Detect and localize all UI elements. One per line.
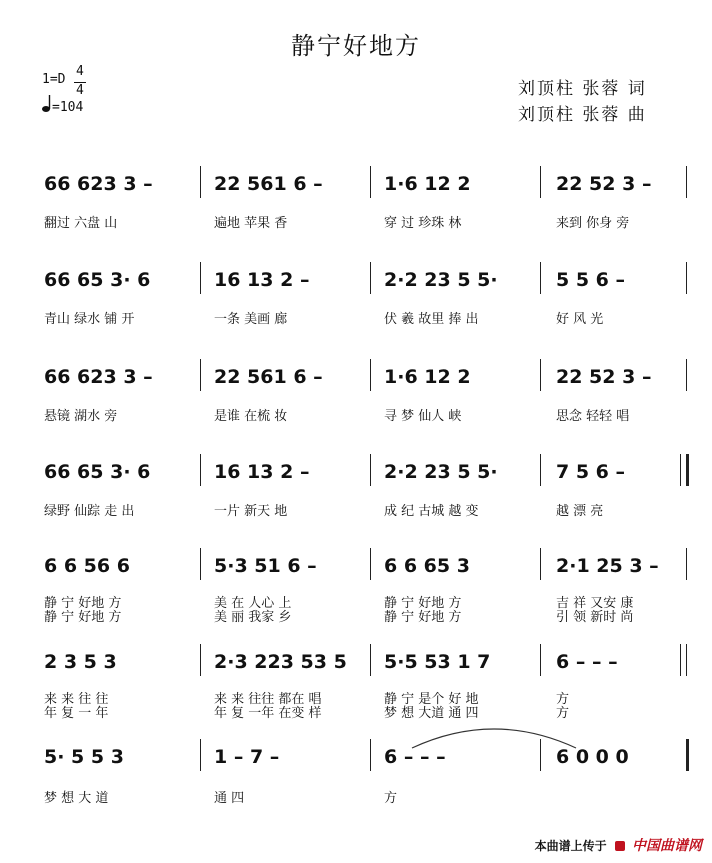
barline — [370, 548, 371, 580]
lyric-3-1: 悬镜 湖水 旁 — [44, 409, 118, 424]
lyric-verse2-6-4: 方 — [556, 706, 570, 721]
measure-4-3: 2·2 23 5 5· — [384, 461, 498, 483]
measure-1-3: 1·6 12 2 — [384, 173, 471, 195]
lyricist-credit: 刘顶柱 张蓉 词 — [518, 79, 647, 99]
footer-text: 本曲谱上传于 — [534, 839, 607, 853]
barline — [686, 739, 689, 771]
barline — [686, 166, 687, 198]
lyric-5-1: 静 宁 好地 方 — [44, 596, 122, 611]
repeat-barline — [680, 454, 681, 486]
time-signature-bottom: 4 — [76, 83, 84, 98]
barline — [200, 644, 201, 676]
site-logo-icon — [615, 841, 625, 851]
lyric-6-2: 来 来 往往 都在 唱 — [214, 692, 322, 707]
barline — [540, 644, 541, 676]
barline — [370, 359, 371, 391]
barline — [686, 548, 687, 580]
lyric-6-4: 方 — [556, 692, 570, 707]
lyric-verse2-5-4: 引 领 新时 尚 — [556, 610, 634, 625]
lyric-1-4: 来到 你身 旁 — [556, 216, 630, 231]
lyric-4-3: 成 纪 古城 越 变 — [384, 504, 479, 519]
lyric-verse2-5-3: 静 宁 好地 方 — [384, 610, 462, 625]
barline — [200, 548, 201, 580]
measure-3-1: 66 623 3 – — [44, 366, 153, 388]
lyric-6-3: 静 宁 是个 好 地 — [384, 692, 479, 707]
barline — [370, 262, 371, 294]
barline — [540, 454, 541, 486]
barline — [200, 359, 201, 391]
lyric-5-4: 吉 祥 又安 康 — [556, 596, 634, 611]
lyric-2-3: 伏 羲 故里 捧 出 — [384, 312, 479, 327]
barline — [686, 359, 687, 391]
lyric-3-4: 思念 轻轻 唱 — [556, 409, 630, 424]
measure-5-1: 6 6 56 6 — [44, 555, 130, 577]
measure-4-4: 7 5 6 – — [556, 461, 626, 483]
lyric-1-3: 穿 过 珍珠 林 — [384, 216, 462, 231]
measure-6-1: 2 3 5 3 — [44, 651, 117, 673]
measure-3-4: 22 52 3 – — [556, 366, 652, 388]
barline — [200, 454, 201, 486]
composer-credit: 刘顶柱 张蓉 曲 — [518, 105, 647, 125]
measure-5-4: 2·1 25 3 – — [556, 555, 659, 577]
barline — [370, 739, 371, 771]
barline — [200, 166, 201, 198]
measure-7-1: 5· 5 5 3 — [44, 746, 124, 768]
measure-3-2: 22 561 6 – — [214, 366, 323, 388]
measure-1-1: 66 623 3 – — [44, 173, 153, 195]
repeat-barline — [680, 644, 681, 676]
lyric-2-1: 青山 绿水 铺 开 — [44, 312, 135, 327]
barline — [540, 166, 541, 198]
lyric-4-2: 一片 新天 地 — [214, 504, 288, 519]
measure-4-2: 16 13 2 – — [214, 461, 310, 483]
lyric-1-2: 遍地 苹果 香 — [214, 216, 288, 231]
lyric-7-1: 梦 想 大 道 — [44, 791, 109, 806]
measure-3-3: 1·6 12 2 — [384, 366, 471, 388]
measure-7-2: 1 – 7 – — [214, 746, 280, 768]
lyric-1-1: 翻过 六盘 山 — [44, 216, 118, 231]
song-title: 静宁好地方 — [291, 32, 421, 60]
lyric-3-2: 是谁 在梳 妆 — [214, 409, 288, 424]
barline — [540, 262, 541, 294]
measure-2-3: 2·2 23 5 5· — [384, 269, 498, 291]
lyric-4-4: 越 漂 亮 — [556, 504, 604, 519]
measure-6-3: 5·5 53 1 7 — [384, 651, 491, 673]
lyric-verse2-5-1: 静 宁 好地 方 — [44, 610, 122, 625]
measure-2-2: 16 13 2 – — [214, 269, 310, 291]
barline — [370, 644, 371, 676]
measure-2-1: 66 65 3· 6 — [44, 269, 151, 291]
measure-1-4: 22 52 3 – — [556, 173, 652, 195]
lyric-7-3: 方 — [384, 791, 398, 806]
lyric-5-2: 美 在 人心 上 — [214, 596, 292, 611]
tempo-marking: =104 — [52, 100, 84, 115]
barline — [370, 454, 371, 486]
measure-6-4: 6 – – – — [556, 651, 618, 673]
lyric-verse2-6-3: 梦 想 大道 通 四 — [384, 706, 479, 721]
lyric-4-1: 绿野 仙踪 走 出 — [44, 504, 135, 519]
measure-4-1: 66 65 3· 6 — [44, 461, 151, 483]
measure-2-4: 5 5 6 – — [556, 269, 626, 291]
barline — [540, 548, 541, 580]
lyric-verse2-5-2: 美 丽 我家 乡 — [214, 610, 292, 625]
lyric-3-3: 寻 梦 仙人 峡 — [384, 409, 462, 424]
barline — [370, 166, 371, 198]
barline — [686, 262, 687, 294]
lyric-verse2-6-1: 年 复 一 年 — [44, 706, 109, 721]
barline — [686, 454, 689, 486]
tie-arc — [408, 718, 580, 754]
measure-7-3: 6 – – – — [384, 746, 446, 768]
lyric-5-3: 静 宁 好地 方 — [384, 596, 462, 611]
measure-7-4: 6 0 0 0 — [556, 746, 629, 768]
time-signature-top: 4 — [76, 64, 84, 79]
measure-5-3: 6 6 65 3 — [384, 555, 470, 577]
lyric-verse2-6-2: 年 复 一年 在变 样 — [214, 706, 322, 721]
lyric-2-4: 好 风 光 — [556, 312, 604, 327]
lyric-7-2: 通 四 — [214, 791, 245, 806]
site-brand-link[interactable]: 中国曲谱网 — [632, 838, 702, 854]
lyric-2-2: 一条 美画 廊 — [214, 312, 288, 327]
measure-6-2: 2·3 223 53 5 — [214, 651, 347, 673]
barline — [200, 262, 201, 294]
key-signature: 1=D — [42, 72, 66, 87]
footer — [535, 835, 702, 855]
measure-1-2: 22 561 6 – — [214, 173, 323, 195]
lyric-6-1: 来 来 往 往 — [44, 692, 109, 707]
measure-5-2: 5·3 51 6 – — [214, 555, 317, 577]
barline — [686, 644, 687, 676]
barline — [200, 739, 201, 771]
barline — [540, 359, 541, 391]
